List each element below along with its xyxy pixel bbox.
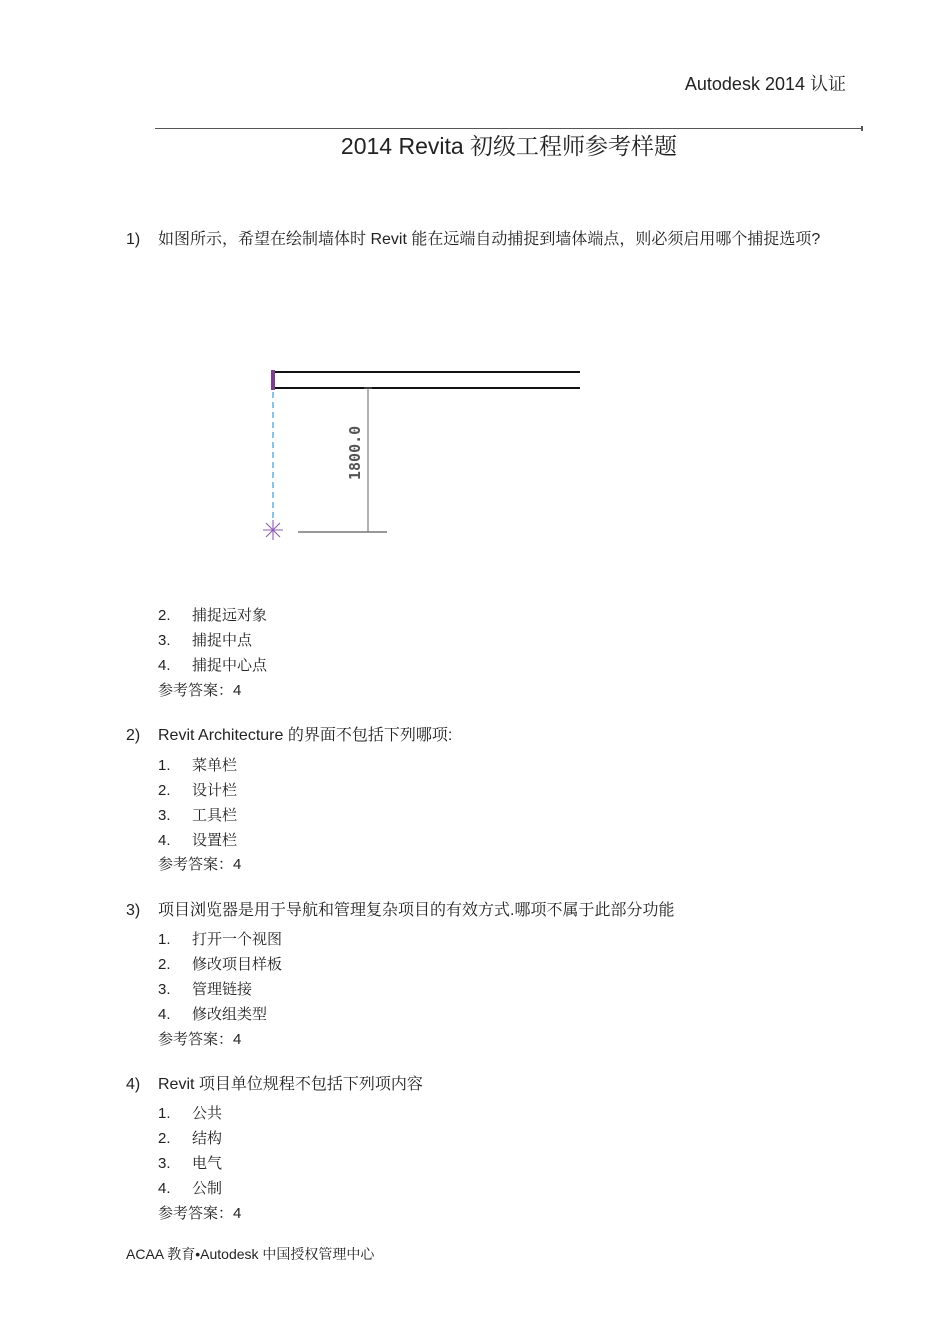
question-1-text: 如图所示，希望在绘制墙体时 Revit 能在远端自动捕捉到墙体端点，则必须启用哪个捕捉选项?: [158, 231, 821, 248]
question-4-stem: [126, 1072, 423, 1097]
question-3-option: [158, 928, 282, 949]
option-number: 4.: [158, 1006, 171, 1023]
question-3-option: [158, 1003, 267, 1024]
question-1-option: [158, 629, 252, 650]
option-number: 3.: [158, 1155, 171, 1172]
option-number: 3.: [158, 632, 171, 649]
option-number: 4.: [158, 832, 171, 849]
option-number: 1.: [158, 1105, 171, 1122]
dimension-label: 1800.0: [346, 425, 364, 480]
question-2-stem: [126, 723, 452, 748]
option-number: 2.: [158, 607, 171, 624]
wall-end-marker: [271, 370, 275, 390]
option-text: 捕捉中心点: [192, 657, 268, 674]
option-number: 4.: [158, 1180, 171, 1197]
question-2-answer: 参考答案：4: [158, 856, 242, 873]
option-text: 工具栏: [192, 807, 238, 824]
option-text: 公共: [192, 1105, 223, 1122]
question-4-number: 4): [126, 1076, 141, 1093]
question-3-option: [158, 978, 252, 999]
option-number: 1.: [158, 931, 171, 948]
question-2-text: Revit Architecture 的界面不包括下列哪项:: [158, 727, 453, 744]
option-text: 设置栏: [192, 832, 238, 849]
wall-snap-figure: [255, 360, 595, 550]
question-4-text: Revit 项目单位规程不包括下列项内容: [158, 1076, 423, 1093]
option-number: 2.: [158, 1130, 171, 1147]
question-4-option: [158, 1152, 222, 1173]
snap-point-icon: [263, 520, 283, 540]
header-cert-label: Autodesk 2014 认证: [684, 74, 846, 94]
question-4-answer: 参考答案：4: [158, 1205, 242, 1222]
option-text: 设计栏: [192, 782, 238, 799]
option-number: 3.: [158, 807, 171, 824]
question-3-answer: 参考答案：4: [158, 1031, 242, 1048]
option-text: 电气: [192, 1155, 223, 1172]
option-number: 2.: [158, 956, 171, 973]
question-3-option: [158, 953, 282, 974]
question-1-option: [158, 604, 267, 625]
question-1-number: 1): [126, 231, 141, 248]
question-3-number: 3): [126, 902, 141, 919]
question-2-number: 2): [126, 727, 141, 744]
question-4-option: [158, 1127, 222, 1148]
question-4-option: [158, 1102, 222, 1123]
question-2-option: [158, 829, 237, 850]
option-text: 捕捉远对象: [192, 607, 268, 624]
question-1-option: [158, 654, 267, 675]
page-footer: ACAA 教育•Autodesk 中国授权管理中心: [126, 1246, 375, 1262]
option-text: 捕捉中点: [192, 632, 253, 649]
question-2-option: [158, 754, 237, 775]
question-4-option: [158, 1177, 222, 1198]
option-number: 2.: [158, 782, 171, 799]
option-text: 管理链接: [192, 981, 253, 998]
question-1-answer: 参考答案：4: [158, 682, 242, 699]
option-text: 菜单栏: [192, 757, 238, 774]
option-text: 修改项目样板: [192, 956, 283, 973]
question-2-option: [158, 804, 237, 825]
option-text: 修改组类型: [192, 1006, 268, 1023]
question-3-text: 项目浏览器是用于导航和管理复杂项目的有效方式.哪项不属于此部分功能: [158, 902, 675, 919]
page-title: 2014 Revita 初级工程师参考样题: [340, 133, 678, 159]
option-number: 4.: [158, 657, 171, 674]
question-3-stem: [126, 898, 674, 923]
option-text: 结构: [192, 1130, 223, 1147]
option-number: 1.: [158, 757, 171, 774]
question-1-stem: [126, 227, 866, 252]
option-text: 打开一个视图: [192, 931, 283, 948]
option-text: 公制: [192, 1180, 223, 1197]
option-number: 3.: [158, 981, 171, 998]
question-2-option: [158, 779, 237, 800]
